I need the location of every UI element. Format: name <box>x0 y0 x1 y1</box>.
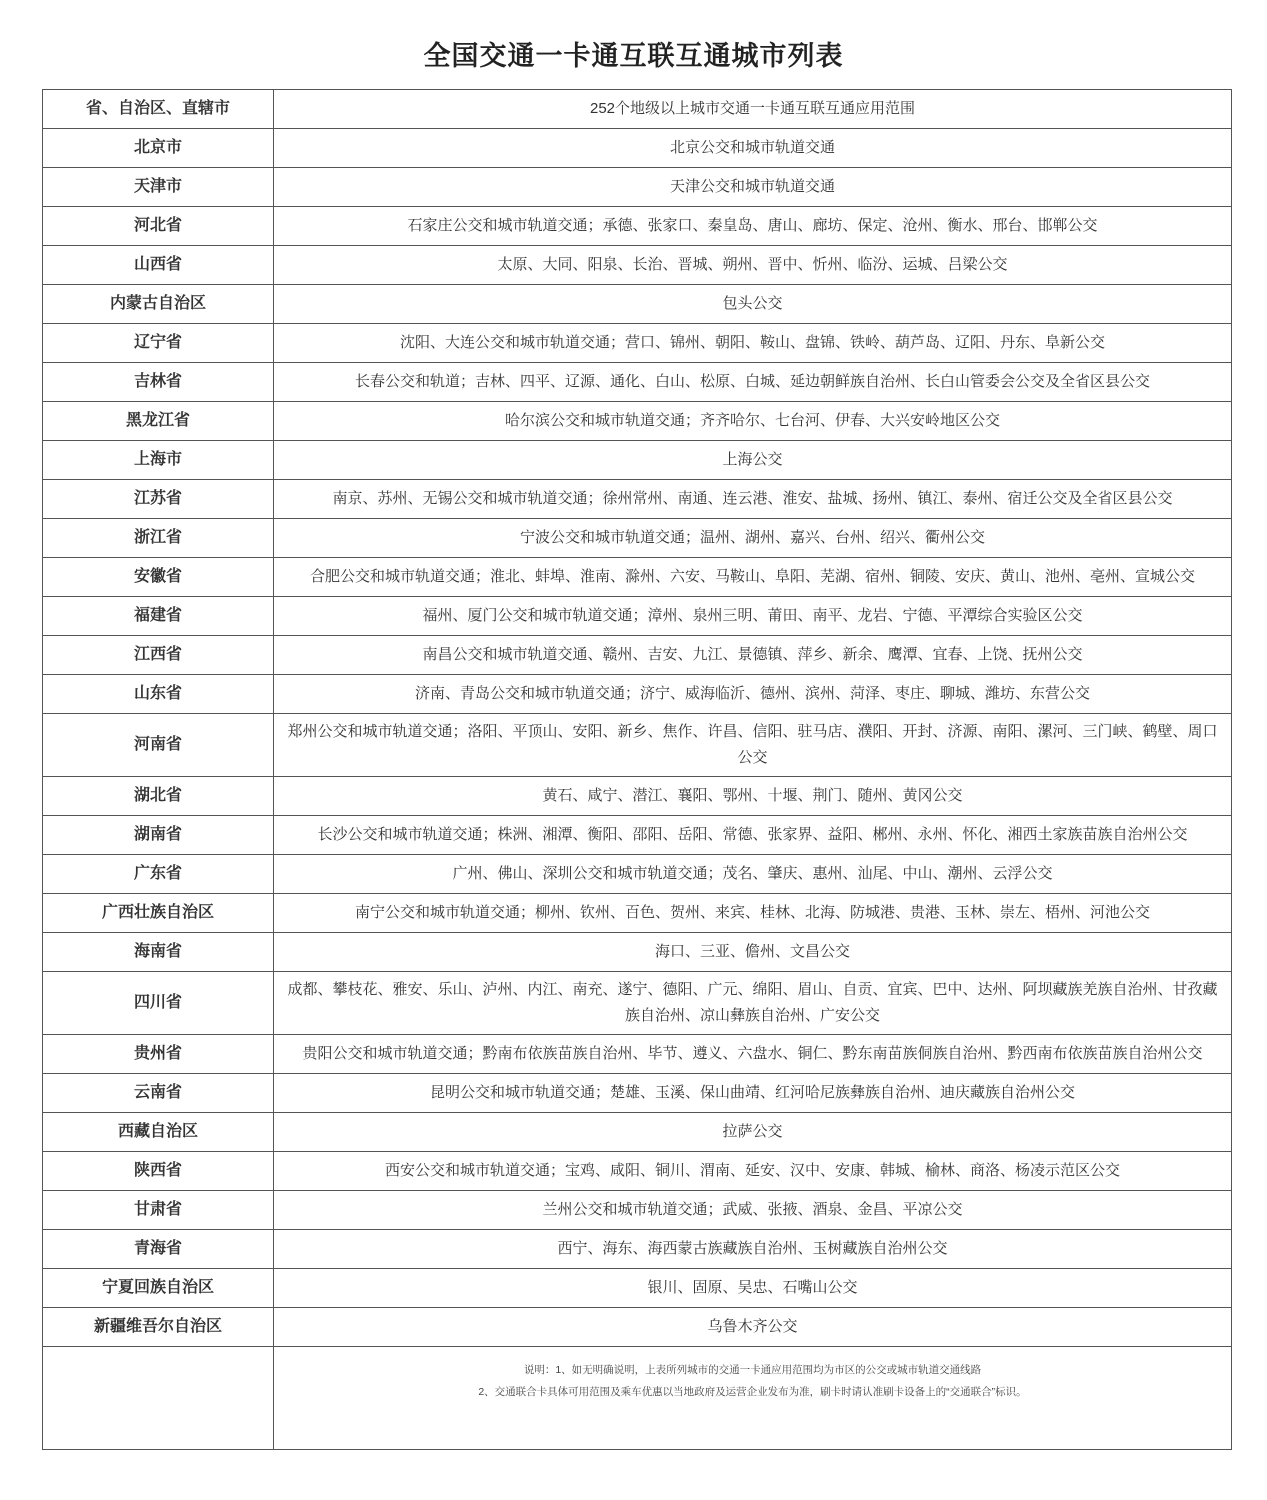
province-cell: 四川省 <box>43 972 274 1035</box>
table-row <box>43 1230 1232 1269</box>
scope-cell: 海口、三亚、儋州、文昌公交 <box>274 933 1232 972</box>
province-cell: 广西壮族自治区 <box>43 894 274 933</box>
province-cell: 新疆维吾尔自治区 <box>43 1308 274 1347</box>
scope-cell: 成都、攀枝花、雅安、乐山、泸州、内江、南充、遂宁、德阳、广元、绵阳、眉山、自贡、宜宾、巴中、达州、阿坝藏族羌族自治州、甘孜藏族自治州、凉山彝族自治州、广安公交 <box>274 972 1232 1035</box>
notes-row <box>43 1347 1232 1450</box>
province-cell: 云南省 <box>43 1074 274 1113</box>
province-cell: 湖北省 <box>43 777 274 816</box>
province-cell: 北京市 <box>43 129 274 168</box>
province-cell: 陕西省 <box>43 1152 274 1191</box>
province-cell: 山西省 <box>43 246 274 285</box>
province-cell: 青海省 <box>43 1230 274 1269</box>
table-row <box>43 714 1232 777</box>
scope-cell: 乌鲁木齐公交 <box>274 1308 1232 1347</box>
scope-cell: 长沙公交和城市轨道交通；株洲、湘潭、衡阳、邵阳、岳阳、常德、张家界、益阳、郴州、永州、怀化、湘西土家族苗族自治州公交 <box>274 816 1232 855</box>
note-line: 说明：1、如无明确说明，上表所列城市的交通一卡通应用范围均为市区的公交或城市轨道交通线路 <box>523 1364 982 1376</box>
table-row <box>43 597 1232 636</box>
scope-cell: 太原、大同、阳泉、长治、晋城、朔州、晋中、忻州、临汾、运城、吕梁公交 <box>274 246 1232 285</box>
province-cell: 宁夏回族自治区 <box>43 1269 274 1308</box>
scope-cell: 天津公交和城市轨道交通 <box>274 168 1232 207</box>
scope-cell: 昆明公交和城市轨道交通；楚雄、玉溪、保山曲靖、红河哈尼族彝族自治州、迪庆藏族自治州公交 <box>274 1074 1232 1113</box>
table-row <box>43 675 1232 714</box>
table-row <box>43 816 1232 855</box>
table-row <box>43 480 1232 519</box>
scope-cell: 黄石、咸宁、潜江、襄阳、鄂州、十堰、荆门、随州、黄冈公交 <box>274 777 1232 816</box>
table-row <box>43 285 1232 324</box>
table-row <box>43 855 1232 894</box>
province-cell: 上海市 <box>43 441 274 480</box>
scope-cell: 南宁公交和城市轨道交通；柳州、钦州、百色、贺州、来宾、桂林、北海、防城港、贵港、玉林、崇左、梧州、河池公交 <box>274 894 1232 933</box>
scope-cell: 西安公交和城市轨道交通；宝鸡、咸阳、铜川、渭南、延安、汉中、安康、韩城、榆林、商洛、杨凌示范区公交 <box>274 1152 1232 1191</box>
province-cell: 内蒙古自治区 <box>43 285 274 324</box>
scope-cell: 南京、苏州、无锡公交和城市轨道交通；徐州常州、南通、连云港、淮安、盐城、扬州、镇江、泰州、宿迁公交及全省区县公交 <box>274 480 1232 519</box>
scope-cell: 包头公交 <box>274 285 1232 324</box>
scope-cell: 广州、佛山、深圳公交和城市轨道交通；茂名、肇庆、惠州、汕尾、中山、潮州、云浮公交 <box>274 855 1232 894</box>
note-line: 2、交通联合卡具体可用范围及乘车优惠以当地政府及运营企业发布为准，刷卡时请认准刷卡设备上的“交通联合”标识。 <box>478 1386 1027 1398</box>
header-province: 省、自治区、直辖市 <box>43 90 274 129</box>
table-row <box>43 1269 1232 1308</box>
scope-cell: 拉萨公交 <box>274 1113 1232 1152</box>
table-row <box>43 246 1232 285</box>
table-row <box>43 129 1232 168</box>
province-cell: 江西省 <box>43 636 274 675</box>
province-cell: 广东省 <box>43 855 274 894</box>
table-row <box>43 1113 1232 1152</box>
province-cell: 海南省 <box>43 933 274 972</box>
table-row <box>43 558 1232 597</box>
table-row <box>43 441 1232 480</box>
page-title: 全国交通一卡通互联互通城市列表 <box>423 41 844 71</box>
table-row <box>43 1074 1232 1113</box>
scope-cell: 北京公交和城市轨道交通 <box>274 129 1232 168</box>
province-cell: 天津市 <box>43 168 274 207</box>
scope-cell: 济南、青岛公交和城市轨道交通；济宁、威海临沂、德州、滨州、菏泽、枣庄、聊城、潍坊、东营公交 <box>274 675 1232 714</box>
province-cell: 山东省 <box>43 675 274 714</box>
table-row <box>43 324 1232 363</box>
scope-cell: 西宁、海东、海西蒙古族藏族自治州、玉树藏族自治州公交 <box>274 1230 1232 1269</box>
province-cell: 西藏自治区 <box>43 1113 274 1152</box>
scope-cell: 郑州公交和城市轨道交通；洛阳、平顶山、安阳、新乡、焦作、许昌、信阳、驻马店、濮阳、开封、济源、南阳、漯河、三门峡、鹤壁、周口公交 <box>274 714 1232 777</box>
table-row <box>43 519 1232 558</box>
table-row <box>43 1191 1232 1230</box>
scope-cell: 银川、固原、吴忠、石嘴山公交 <box>274 1269 1232 1308</box>
scope-cell: 沈阳、大连公交和城市轨道交通；营口、锦州、朝阳、鞍山、盘锦、铁岭、葫芦岛、辽阳、丹东、阜新公交 <box>274 324 1232 363</box>
table-row <box>43 402 1232 441</box>
scope-cell: 福州、厦门公交和城市轨道交通；漳州、泉州三明、莆田、南平、龙岩、宁德、平潭综合实验区公交 <box>274 597 1232 636</box>
city-table <box>42 89 1232 1450</box>
scope-cell: 石家庄公交和城市轨道交通；承德、张家口、秦皇岛、唐山、廊坊、保定、沧州、衡水、邢台、邯郸公交 <box>274 207 1232 246</box>
table-row <box>43 636 1232 675</box>
province-cell: 江苏省 <box>43 480 274 519</box>
scope-cell: 南昌公交和城市轨道交通、赣州、吉安、九江、景德镇、萍乡、新余、鹰潭、宜春、上饶、抚州公交 <box>274 636 1232 675</box>
table-row <box>43 972 1232 1035</box>
notes-empty-cell <box>43 1347 274 1450</box>
province-cell: 安徽省 <box>43 558 274 597</box>
province-cell: 贵州省 <box>43 1035 274 1074</box>
province-cell: 辽宁省 <box>43 324 274 363</box>
table-row <box>43 1152 1232 1191</box>
scope-cell: 贵阳公交和城市轨道交通；黔南布依族苗族自治州、毕节、遵义、六盘水、铜仁、黔东南苗族侗族自治州、黔西南布依族苗族自治州公交 <box>274 1035 1232 1074</box>
province-cell: 黑龙江省 <box>43 402 274 441</box>
scope-cell: 兰州公交和城市轨道交通；武威、张掖、酒泉、金昌、平凉公交 <box>274 1191 1232 1230</box>
province-cell: 甘肃省 <box>43 1191 274 1230</box>
notes-cell <box>274 1347 1232 1450</box>
table-row <box>43 777 1232 816</box>
table-row <box>43 363 1232 402</box>
scope-cell: 合肥公交和城市轨道交通；淮北、蚌埠、淮南、滁州、六安、马鞍山、阜阳、芜湖、宿州、铜陵、安庆、黄山、池州、亳州、宣城公交 <box>274 558 1232 597</box>
province-cell: 福建省 <box>43 597 274 636</box>
scope-cell: 上海公交 <box>274 441 1232 480</box>
province-cell: 浙江省 <box>43 519 274 558</box>
table-row <box>43 894 1232 933</box>
province-cell: 湖南省 <box>43 816 274 855</box>
table-row <box>43 1308 1232 1347</box>
scope-cell: 宁波公交和城市轨道交通；温州、湖州、嘉兴、台州、绍兴、衢州公交 <box>274 519 1232 558</box>
scope-cell: 哈尔滨公交和城市轨道交通；齐齐哈尔、七台河、伊春、大兴安岭地区公交 <box>274 402 1232 441</box>
province-cell: 吉林省 <box>43 363 274 402</box>
table-row <box>43 933 1232 972</box>
province-cell: 河南省 <box>43 714 274 777</box>
scope-cell: 长春公交和轨道；吉林、四平、辽源、通化、白山、松原、白城、延边朝鲜族自治州、长白山管委会公交及全省区县公交 <box>274 363 1232 402</box>
table-header-row <box>43 90 1232 129</box>
header-scope: 252个地级以上城市交通一卡通互联互通应用范围 <box>274 90 1232 129</box>
table-row <box>43 207 1232 246</box>
province-cell: 河北省 <box>43 207 274 246</box>
table-row <box>43 1035 1232 1074</box>
table-row <box>43 168 1232 207</box>
